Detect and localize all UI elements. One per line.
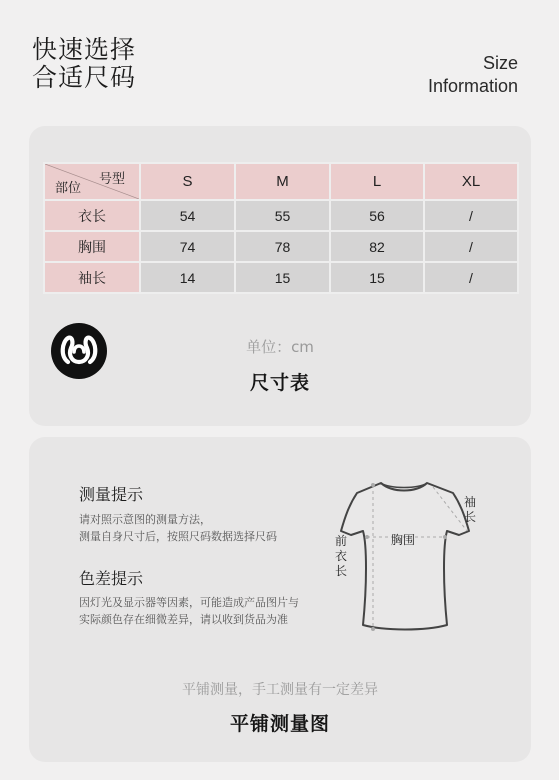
table-cell: / (424, 262, 518, 293)
size-header-s: S (140, 163, 235, 200)
size-table (43, 162, 519, 294)
color-tip-line: 因灯光及显示器等因素，可能造成产品图片与 (79, 596, 299, 609)
color-tip-line: 实际颜色存在细微差异，请以收到货品为准 (79, 613, 288, 626)
table-row (44, 200, 518, 231)
size-table-header-row (44, 163, 518, 200)
page-subtitle-line2: Information (427, 76, 518, 96)
corner-part-label: 部位 (55, 180, 82, 195)
table-row (44, 231, 518, 262)
table-cell: 15 (330, 262, 424, 293)
sleeve-label: 袖长 (463, 495, 476, 524)
page-title-line2: 合适尺码 (32, 63, 137, 92)
size-table-corner (44, 163, 140, 200)
table-cell: / (424, 231, 518, 262)
size-header-xl: XL (424, 163, 518, 200)
measurement-caption: 平铺测量图 (229, 713, 330, 735)
size-chart-caption: 尺寸表 (249, 372, 310, 394)
table-cell: 82 (330, 231, 424, 262)
table-cell: 55 (235, 200, 330, 231)
size-header-l: L (330, 163, 424, 200)
row-label-sleeve: 袖长 (44, 262, 140, 293)
table-cell: 74 (140, 231, 235, 262)
unit-label: 单位：cm (246, 338, 314, 356)
page-subtitle (428, 52, 518, 98)
table-cell: 15 (235, 262, 330, 293)
front-length-label: 前衣长 (334, 534, 347, 578)
chest-label: 胸围 (391, 533, 416, 547)
table-cell: 14 (140, 262, 235, 293)
row-label-chest: 胸围 (44, 231, 140, 262)
table-cell: / (424, 200, 518, 231)
table-row (44, 262, 518, 293)
size-header-m: M (235, 163, 330, 200)
page-subtitle-line1: Size (482, 53, 518, 73)
page-header (0, 0, 559, 120)
measure-tip-title: 测量提示 (79, 485, 144, 504)
measure-tip-text (79, 511, 277, 545)
page-title-line1: 快速选择 (32, 35, 137, 64)
measurement-card (29, 437, 531, 762)
table-cell: 78 (235, 231, 330, 262)
color-tip-title: 色差提示 (79, 569, 144, 588)
table-cell: 56 (330, 200, 424, 231)
measure-tip-line: 测量自身尺寸后，按照尺码数据选择尺码 (79, 530, 277, 543)
row-label-length: 衣长 (44, 200, 140, 231)
corner-size-label: 号型 (98, 171, 125, 186)
measure-tip-line: 请对照示意图的测量方法， (79, 513, 211, 526)
size-chart-card (29, 126, 531, 426)
table-cell: 54 (140, 200, 235, 231)
flat-measure-note: 平铺测量，手工测量有一定差异 (182, 682, 378, 698)
color-tip-text (79, 594, 299, 628)
page-title (32, 36, 136, 92)
